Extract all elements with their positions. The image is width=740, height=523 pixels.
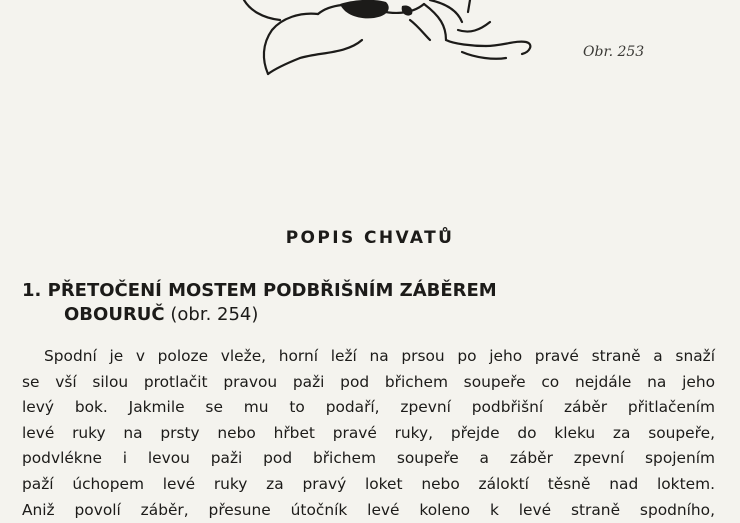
subsection-title-line2-wrap: [22, 303, 722, 327]
section-heading: POPIS CHVATŮ: [285, 228, 455, 248]
subsection-heading: [22, 279, 722, 327]
body-line: se vší silou protlačit pravou paži pod břichem soupeře co nejdále na jeho: [22, 372, 715, 391]
subsection-title-line1: 1. PŘETOČENÍ MOSTEM PODBŘIŠNÍM ZÁBĚREM: [22, 280, 497, 301]
figure-reference: (obr. 254): [164, 304, 259, 325]
wrestling-illustration: [0, 0, 740, 80]
body-line: paží úchopem levé ruky za pravý loket nebo záloktí těsně nad loktem.: [22, 474, 715, 493]
dark-shorts-shape: [340, 0, 389, 18]
subsection-title-line2: OBOURUČ: [64, 304, 165, 325]
body-line: Aniž povolí záběr, přesune útočník levé koleno k levé straně spodního,: [22, 500, 715, 519]
body-paragraph: [22, 344, 715, 523]
body-line: levé ruky na prsty nebo hřbet pravé ruky, přejde do kleku za soupeře,: [22, 423, 715, 442]
body-line: Spodní je v poloze vleže, horní leží na prsou po jeho pravé straně a snaží: [44, 347, 715, 365]
body-line: levý bok. Jakmile se mu to podaří, zpevní podbřišní záběr přitlačením: [22, 398, 715, 417]
body-line: podvlékne i levou paži pod břichem soupeře a záběr zpevní spojením: [22, 449, 715, 468]
figure-caption: Obr. 253: [583, 44, 645, 60]
